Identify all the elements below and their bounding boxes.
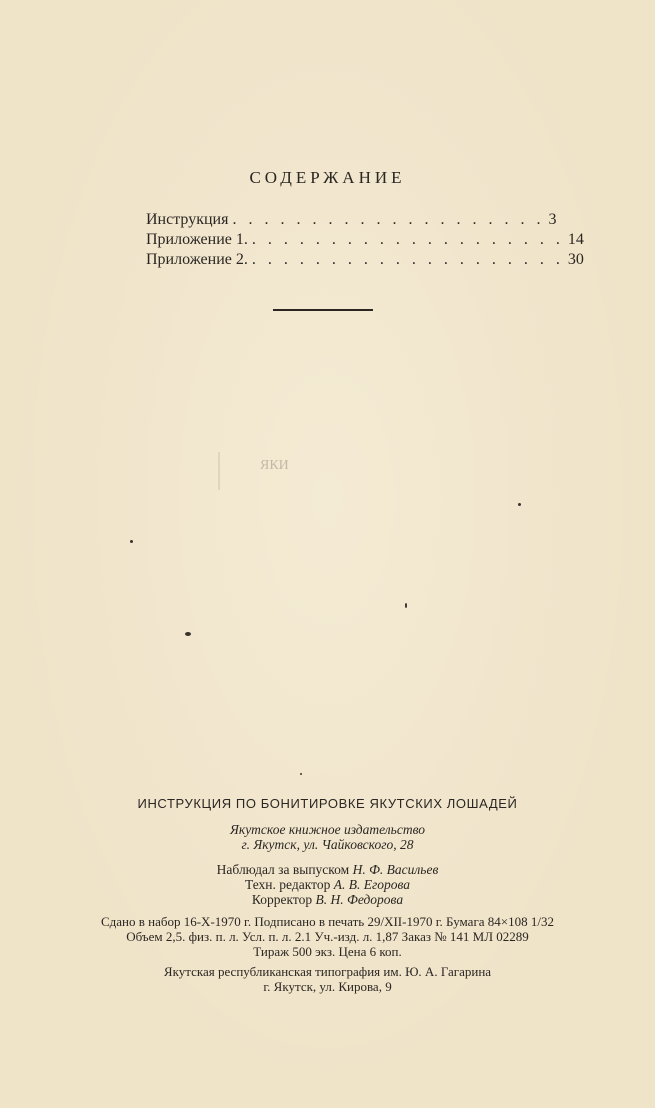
publisher-block: [0, 822, 655, 852]
printer-name: Якутская республиканская типография им. Ю. А. Гагарина: [163, 964, 492, 979]
toc-leader-dots: . . . . . . . . . . . . . . . . . . . .: [251, 251, 564, 268]
library-stamp: [218, 452, 300, 490]
toc-entry: [146, 250, 584, 270]
toc-entry-page: 14: [567, 231, 584, 248]
credit-label: Техн. редактор: [245, 877, 331, 892]
printer-block: [0, 964, 655, 994]
print-data-block: [0, 914, 655, 959]
paper-speck: [405, 603, 407, 608]
publisher-name: Якутское книжное издательство: [230, 822, 425, 837]
printer-address: г. Якутск, ул. Кирова, 9: [263, 979, 392, 994]
credit-name: А. В. Егорова: [333, 877, 410, 892]
stamp-text: ЯКИ: [260, 458, 289, 473]
credit-proofreader: [0, 892, 655, 907]
paper-speck: [518, 503, 521, 506]
credit-name: В. Н. Федорова: [315, 892, 404, 907]
toc-leader-dots: . . . . . . . . . . . . . . . . . . . .: [232, 211, 545, 228]
book-title: ИНСТРУКЦИЯ ПО БОНИТИРОВКЕ ЯКУТСКИХ ЛОШАДЕЙ: [137, 796, 518, 811]
publisher-address: г. Якутск, ул. Чайковского, 28: [241, 837, 414, 852]
toc-entry-label: Приложение 2.: [146, 251, 248, 268]
toc-title: СОДЕРЖАНИЕ: [249, 168, 406, 187]
credit-label: Наблюдал за выпуском: [216, 862, 350, 877]
credit-supervised: [0, 862, 655, 877]
toc-entry: [146, 210, 557, 230]
credits-block: [0, 862, 655, 907]
toc-entry: [146, 230, 584, 250]
toc-entry-page: 3: [548, 211, 557, 228]
paper-speck: [185, 632, 191, 636]
paper-speck: [300, 773, 302, 775]
toc-entry-page: 30: [567, 251, 584, 268]
paper-speck: [130, 540, 133, 543]
toc-entry-label: Инструкция: [146, 211, 229, 228]
credit-label: Корректор: [251, 892, 313, 907]
toc-entry-label: Приложение 1.: [146, 231, 248, 248]
table-of-contents: [146, 210, 584, 270]
print-line: Сдано в набор 16-X-1970 г. Подписано в печать 29/XII-1970 г. Бумага 84×108 1/32: [100, 914, 554, 929]
divider-rule: [273, 309, 373, 311]
print-line: Тираж 500 экз. Цена 6 коп.: [253, 944, 402, 959]
toc-leader-dots: . . . . . . . . . . . . . . . . . . . .: [251, 231, 564, 248]
print-line: Объем 2,5. физ. п. л. Усл. п. л. 2.1 Уч.-изд. л. 1,87 Заказ № 141 МЛ 02289: [126, 929, 529, 944]
credit-name: Н. Ф. Васильев: [352, 862, 439, 877]
credit-tech-editor: [0, 877, 655, 892]
